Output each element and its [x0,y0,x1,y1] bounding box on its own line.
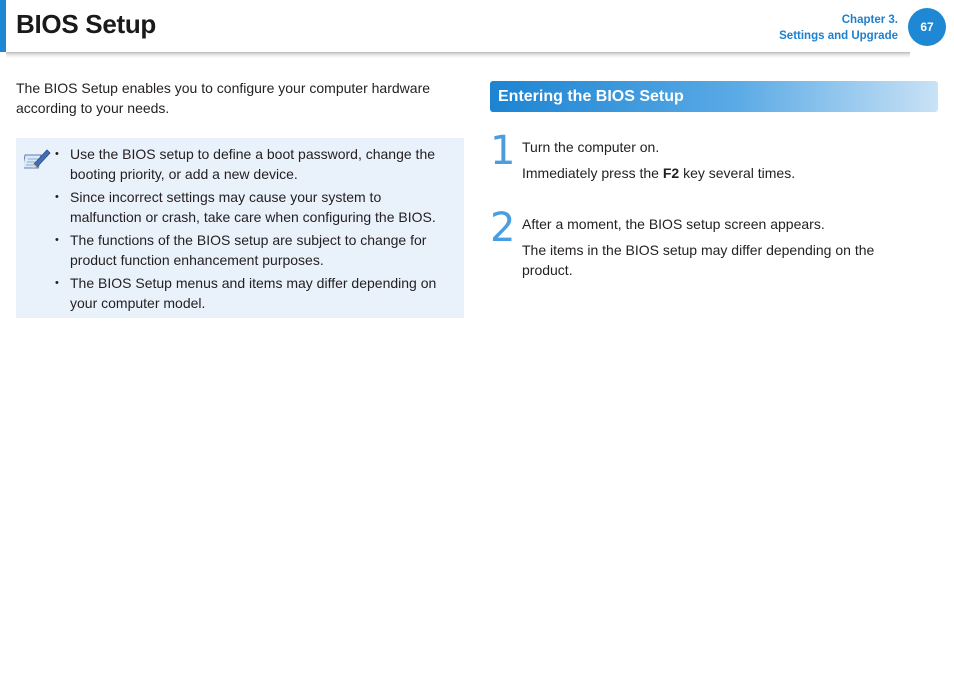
step-line: The items in the BIOS setup may differ depending on the product. [522,242,875,278]
note-item: • The BIOS Setup menus and items may differ depending on your computer model. [70,273,456,313]
section-heading: Entering the BIOS Setup [490,81,938,112]
step-number: 2 [490,205,516,251]
step-text [522,214,928,286]
step-line: Turn the computer on. [522,139,660,155]
note-item: • Since incorrect settings may cause your system to malfunction or crash, take care when configuring the BIOS. [70,187,456,227]
note-item: • Use the BIOS setup to define a boot password, change the booting priority, or add a new device. [70,144,456,184]
page-number-badge: 67 [908,8,946,46]
note-item: • The functions of the BIOS setup are subject to change for product function enhancement purposes. [70,230,456,270]
step-line: Immediately press the F2 key several times. [522,165,796,181]
header-divider [6,52,910,58]
chapter-info [779,12,898,44]
key-name: F2 [662,165,680,181]
intro-paragraph: The BIOS Setup enables you to configure your computer hardware according to your needs. [16,80,431,116]
step-text [522,137,928,189]
step-line: After a moment, the BIOS setup screen appears. [522,216,825,232]
step-number: 1 [490,128,516,174]
note-box [16,138,464,318]
note-list [70,144,456,316]
chapter-section-label: Settings and Upgrade [779,30,898,42]
note-pencil-icon [24,146,52,172]
header-accent-bar [0,0,6,52]
page-title: BIOS Setup [16,9,157,39]
chapter-label: Chapter 3. [841,14,898,26]
